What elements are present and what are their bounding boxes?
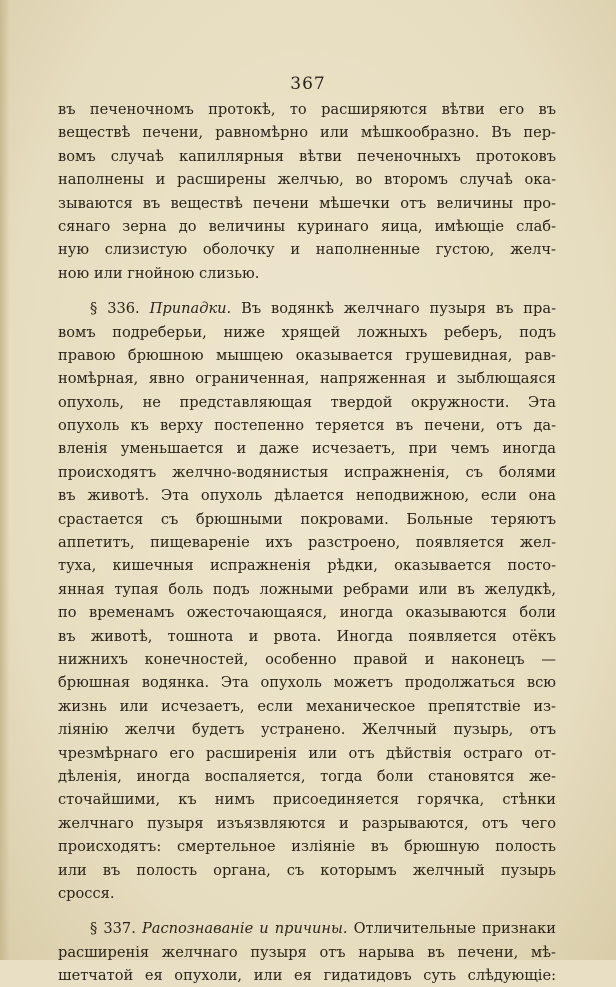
text-line: происходятъ желчно-водянистыя испражненія, съ болями [58,463,556,481]
text-line: шетчатой ея опухоли, или ея гидатидовъ суть слѣдующіе: [58,967,556,985]
section-337-first-line-text: Отличительные признаки [353,920,556,938]
text-line: нижнихъ конечностей, особенно правой и наконецъ — [58,650,556,668]
text-line: сточайшими, къ нимъ присоединяется горячка, стѣнки [58,791,556,809]
text-line: срастается съ брюшными покровами. Больные теряютъ [58,510,556,528]
text-line: туха, кишечныя испражненія рѣдки, оказывается посто- [58,557,556,575]
section-336-first-line-text: Въ водянкѣ желчнаго пузыря въ пра- [241,300,556,318]
text-line: брюшная водянка. Эта опухоль можетъ продолжаться всю [58,674,556,692]
text-line: чрезмѣрнаго его расширенія или отъ дѣйствія остраго от- [58,744,556,762]
text-line: вленія уменьшается и даже исчезаетъ, при чемъ иногда [58,440,556,458]
text-line: по временамъ ожесточающаяся, иногда оказываются боли [58,604,556,622]
paragraph-gap [58,905,556,917]
text-line: вомъ случаѣ капиллярныя вѣтви печеночныхъ протоковъ [58,147,556,165]
paragraph-gap [58,285,556,297]
section-336 [58,297,556,905]
section-336-first-line [58,297,556,320]
text-line: янная тупая боль подъ ложными ребрами или въ желудкѣ, [58,580,556,598]
text-line: сянаго зерна до величины куринаго яица, имѣющіе слаб- [58,217,556,235]
text-line: дѣленія, иногда воспаляется, тогда боли становятся же- [58,767,556,785]
text-line: правою брюшною мышцею оказывается грушевидная, рав- [58,346,556,364]
text-line: въ животѣ, тошнота и рвота. Иногда появляется отёкъ [58,627,556,645]
text-line: зываются въ веществѣ печени мѣшечки отъ величины про- [58,194,556,212]
text-line: аппетитъ, пищевареніе ихъ разстроено, появляется жел- [58,534,556,552]
paragraph-1 [58,98,556,285]
text-line: номѣрная, явно ограниченная, напряженная и зыблющаяся [58,370,556,388]
text-line: желчнаго пузыря изъязвляются и разрываются, отъ чего [58,814,556,832]
section-337 [58,917,556,987]
page-number: 367 [290,74,326,94]
section-336-heading: Припадки. [149,300,232,318]
section-336-number: § 336. [90,300,140,318]
text-line: ную слизистую оболочку и наполненные густою, желч- [58,241,556,259]
section-337-heading: Распознаваніе и причины. [141,920,348,938]
text-line: веществѣ печени, равномѣрно или мѣшкообразно. Въ пер- [58,124,556,142]
text-line: ною или гнойною слизью. [58,264,260,282]
text-line: въ животѣ. Эта опухоль дѣлается неподвижною, если она [58,487,556,505]
text-line: или въ полость органа, съ которымъ желчный пузырь [58,861,556,879]
text-line: опухоль къ верху постепенно теряется въ печени, отъ да- [58,417,556,435]
page-text [58,98,556,987]
text-line: вомъ подреберьи, ниже хрящей ложныхъ реберъ, подъ [58,323,556,341]
section-337-number: § 337. [90,920,136,938]
text-line: опухоль, не представляющая твердой окружности. Эта [58,393,556,411]
text-line: наполнены и расширены желчью, во второмъ случаѣ ока- [58,171,556,189]
text-line: расширенія желчнаго пузыря отъ нарыва въ печени, мѣ- [58,943,556,961]
section-337-first-line [58,917,556,940]
text-line: сросся. [58,884,115,902]
text-line: происходятъ: смертельное изліяніе въ брюшную полость [58,838,556,856]
text-line: ліянію желчи будетъ устранено. Желчный пузырь, отъ [58,721,556,739]
text-line: въ печеночномъ протокѣ, то расширяются вѣтви его въ [58,101,556,118]
page-edge-shadow [0,0,10,960]
text-line: жизнь или исчезаетъ, если механическое препятствіе из- [58,697,556,715]
